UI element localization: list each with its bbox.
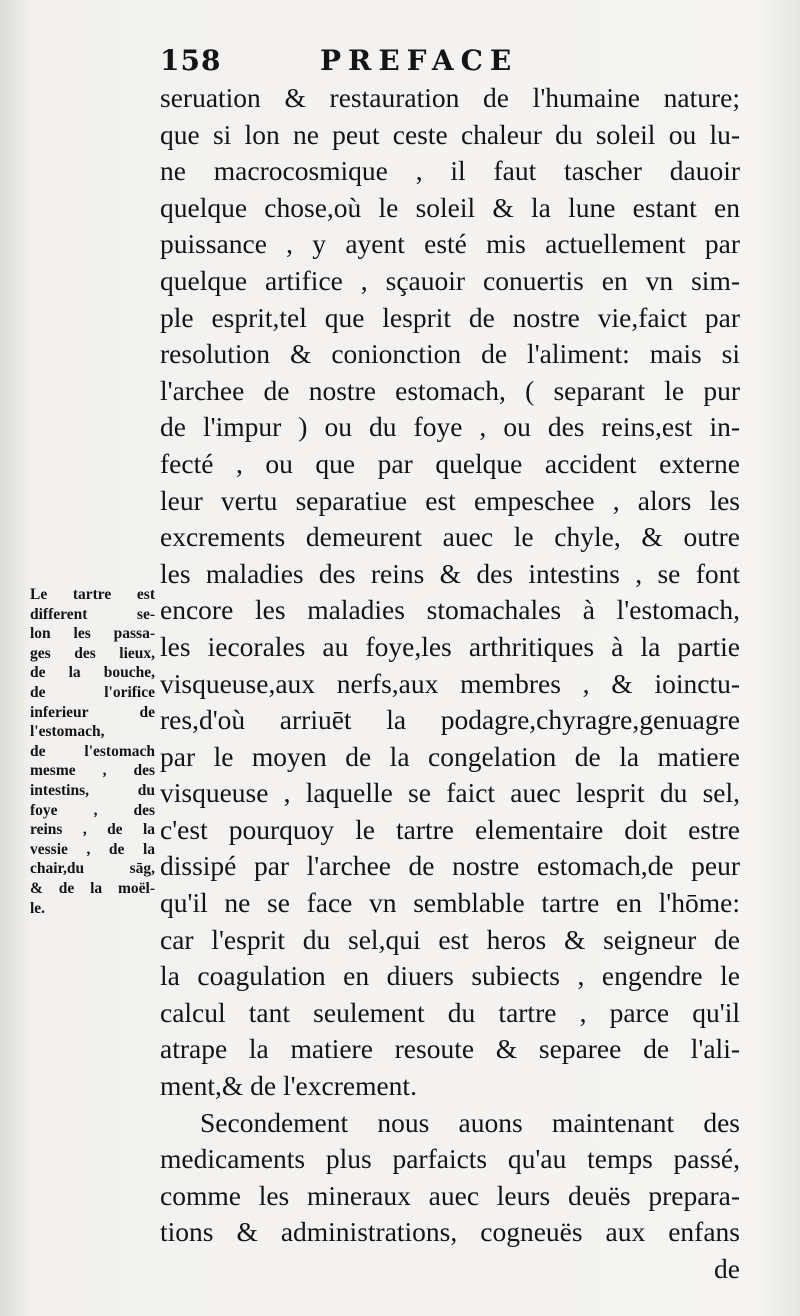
text-line: medicaments plus parfaicts qu'au temps passé, (160, 1143, 740, 1175)
text-line: ple esprit,tel que lesprit de nostre vie,faict par (160, 301, 740, 333)
text-line: Secondement nous auons maintenant des (200, 1106, 740, 1138)
margin-note-line: lon les passa- (30, 625, 155, 643)
text-line: seruation & restauration de l'humaine nature; (160, 82, 740, 113)
margin-note-line: le. (30, 899, 46, 917)
margin-note-line: chair,du sāg, (30, 860, 155, 878)
text-line: par le moyen de la congelation de la matiere (160, 740, 740, 772)
text-line: tions & administrations, cogneuës aux enfans (160, 1216, 740, 1248)
page-number: 158 (160, 44, 222, 77)
text-line: quelque chose,où le soleil & la lune estant en (160, 191, 740, 223)
text-line: l'archee de nostre estomach, ( separant le pur (160, 374, 740, 406)
text-line: ne macrocosmique , il faut tascher dauoir (160, 155, 740, 187)
margin-note-line: inferieur de (30, 703, 155, 721)
text-line: fecté , ou que par quelque accident externe (160, 447, 740, 479)
text-line: de l'impur ) ou du foye , ou des reins,est in- (160, 411, 740, 443)
text-line: calcul tant seulement du tartre , parce qu'il (160, 996, 740, 1028)
margin-note-line: different se- (30, 605, 155, 623)
text-line: quelque artifice , sçauoir conuertis en vn sim- (160, 264, 740, 296)
text-line: excrements demeurent auec le chyle, & outre (160, 521, 740, 553)
text-line: dissipé par l'archee de nostre estomach,de peur (160, 850, 740, 882)
text-line: qu'il ne se face vn semblable tartre en l'hōme: (160, 887, 740, 919)
text-line: resolution & conionction de l'aliment: mais si (160, 338, 740, 370)
margin-note-line: de l'estomach (30, 742, 155, 760)
catchword: de (714, 1253, 740, 1284)
margin-note-line: ges des lieux, (30, 644, 155, 662)
text-line: visqueuse,aux nerfs,aux membres , & ioinctu- (160, 667, 740, 699)
text-line: les iecorales au foye,les arthritiques à la partie (160, 630, 740, 662)
text-line: visqueuse , laquelle se faict auec lesprit du sel, (160, 777, 740, 809)
margin-note-line: mesme , des (30, 762, 155, 780)
text-line: c'est pourquoy le tartre elementaire doit estre (160, 813, 740, 845)
margin-note-line: intestins, du (30, 781, 155, 799)
margin-note-line: & de la moël- (30, 879, 155, 897)
text-line: car l'esprit du sel,qui est heros & seigneur de (160, 923, 740, 955)
text-line: encore les maladies stomachales à l'estomach, (160, 594, 740, 626)
text-line: puissance , y ayent esté mis actuellement par (160, 228, 740, 260)
text-line: res,d'où arriuēt la podagre,chyragre,genuagre (160, 704, 740, 736)
margin-note (30, 585, 155, 918)
text-line: la coagulation en diuers subiects , engendre le (160, 960, 740, 992)
text-line: leur vertu separatiue est empeschee , alors les (160, 484, 740, 516)
text-line: ment,& de l'excrement. (160, 1070, 417, 1102)
text-line: que si lon ne peut ceste chaleur du soleil ou lu- (160, 118, 740, 150)
page-header (150, 40, 750, 84)
margin-note-line: l'estomach, (30, 723, 105, 741)
running-head: PREFACE (320, 44, 519, 77)
text-line: les maladies des reins & des intestins , se font (160, 557, 740, 589)
margin-note-line: de l'orifice (30, 683, 155, 701)
margin-note-line: Le tartre est (30, 586, 155, 603)
margin-note-line: reins , de la (30, 821, 155, 839)
body-text (160, 80, 740, 1288)
text-line: atrape la matiere resoute & separee de l'ali- (160, 1033, 740, 1065)
margin-note-line: foye , des (30, 801, 155, 819)
margin-note-line: vessie , de la (30, 840, 155, 858)
text-line: comme les mineraux auec leurs deuës prepara- (160, 1179, 740, 1211)
margin-note-line: de la bouche, (30, 664, 155, 682)
